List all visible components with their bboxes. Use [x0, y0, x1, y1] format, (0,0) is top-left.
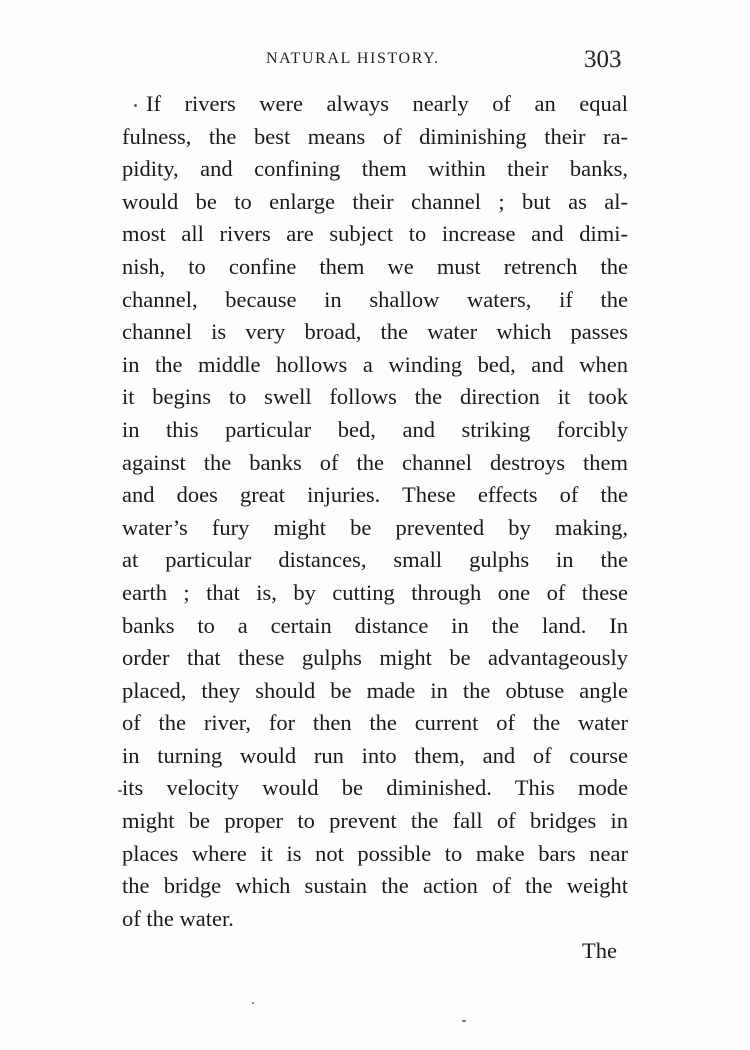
body-text	[122, 88, 628, 935]
catchword: The	[582, 938, 617, 963]
text-line: of the river, for then the current of the water	[122, 710, 628, 736]
ink-speck	[134, 104, 137, 107]
text-line: channel is very broad, the water which passes	[122, 319, 628, 345]
ink-speck	[462, 1020, 466, 1022]
page-number: 303	[584, 46, 622, 73]
text-line: in the middle hollows a winding bed, and when	[122, 351, 628, 377]
text-line: order that these gulphs might be advantageously	[122, 645, 628, 671]
text-line: places where it is not possible to make bars near	[122, 840, 628, 866]
text-line: If rivers were always nearly of an equal	[146, 91, 628, 116]
text-line: against the banks of the channel destroys them	[122, 449, 628, 475]
text-line: fulness, the best means of diminishing their ra-	[122, 123, 628, 149]
text-line: banks to a certain distance in the land. In	[122, 612, 628, 638]
text-line: most all rivers are subject to increase and dimi-	[122, 221, 628, 247]
text-line: it begins to swell follows the direction it took	[122, 384, 628, 410]
text-line: would be to enlarge their channel ; but as al-	[122, 188, 628, 214]
text-line: earth ; that is, by cutting through one of these	[122, 579, 628, 605]
text-line: in this particular bed, and striking forcibly	[122, 416, 628, 442]
text-line: and does great injuries. These effects of the	[122, 482, 628, 508]
text-line: water’s fury might be prevented by making,	[122, 514, 628, 540]
running-head	[0, 46, 750, 76]
text-line: in turning would run into them, and of course	[122, 742, 628, 768]
text-line: its velocity would be diminished. This mode	[122, 775, 628, 801]
text-line: of the water.	[122, 905, 234, 931]
text-line: at particular distances, small gulphs in the	[122, 547, 628, 573]
ink-speck	[252, 1002, 254, 1004]
text-line: pidity, and confining them within their banks,	[122, 156, 628, 182]
text-line: nish, to confine them we must retrench the	[122, 253, 628, 279]
text-line: placed, they should be made in the obtuse angle	[122, 677, 628, 703]
text-line: the bridge which sustain the action of the weight	[122, 873, 628, 899]
text-line: channel, because in shallow waters, if the	[122, 286, 628, 312]
text-line: might be proper to prevent the fall of bridges in	[122, 808, 628, 834]
running-title: NATURAL HISTORY.	[266, 50, 440, 67]
ink-speck	[118, 790, 122, 792]
